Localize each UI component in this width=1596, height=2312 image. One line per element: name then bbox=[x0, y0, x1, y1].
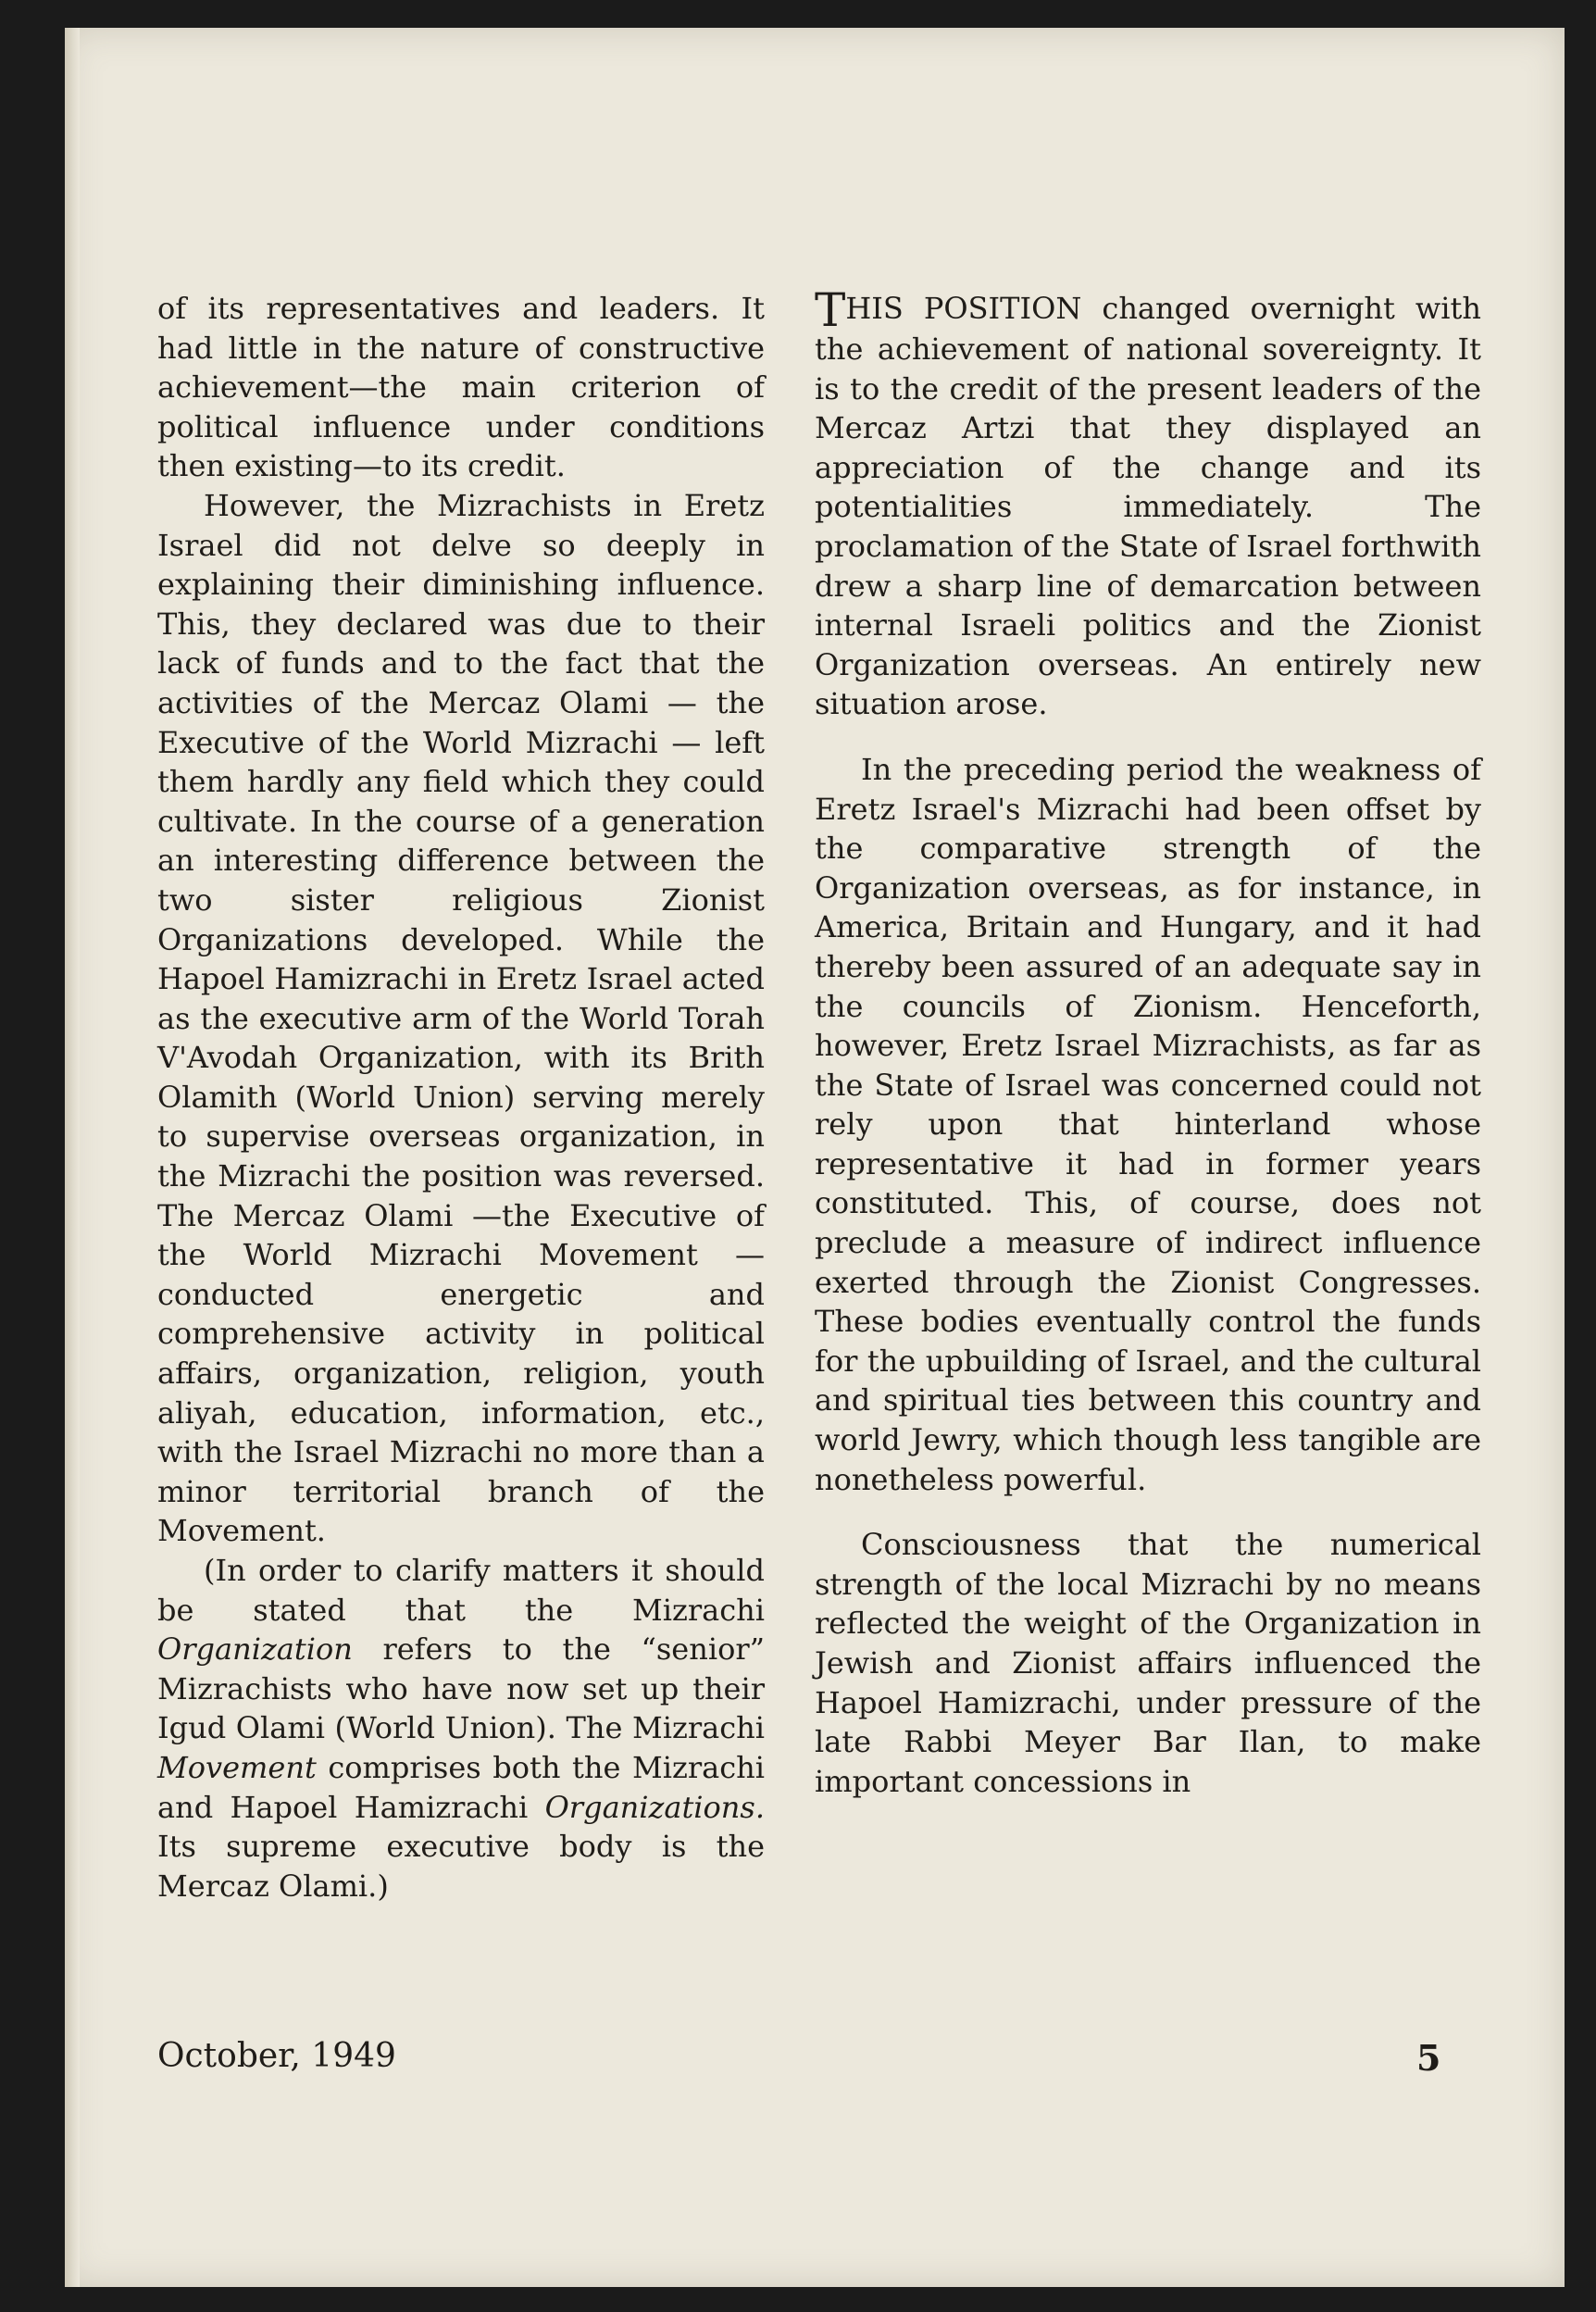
left-paragraph-3 bbox=[157, 1551, 765, 1906]
right-paragraph-1-text: HIS POSITION changed overnight with the achievement of national sovereignty. It is to the credit of the present leaders of the Mercaz Artzi that they displayed an appreciation of the change and its potentialities immediately. The proclamation of the State of Israel forthwith drew a sharp line of demarcation between internal Israeli politics and the Zionist Organization overseas. An entirely new situation arose. bbox=[815, 291, 1481, 722]
left-paragraph-3-text-3: comprises both the Mizrachi and Hapoel Hamizrachi bbox=[157, 1749, 765, 1825]
right-paragraph-3: Consciousness that the numerical strength of the local Mizrachi by no means reflected the weight of the Organization in Jewish and Zionist affairs influenced the Hapoel Hamizrachi, under pressure of the late Rabbi Meyer Bar Ilan, to make important concessions in bbox=[815, 1527, 1481, 1799]
left-paragraph-3-italic-organizations: Organizations. bbox=[544, 1789, 765, 1825]
left-paragraph-1: of its representatives and leaders. It had little in the nature of constructive achievement—the main criterion of political influence under conditions then existing—to its credit. bbox=[157, 291, 765, 484]
left-paragraph-3-italic-organization: Organization bbox=[157, 1631, 353, 1668]
left-text-column bbox=[157, 289, 765, 1906]
page-fold-shadow bbox=[65, 28, 80, 2287]
issue-date: October, 1949 bbox=[157, 2037, 396, 2075]
right-text-column bbox=[815, 283, 1481, 1801]
left-paragraph-2: However, the Mizrachists in Eretz Israel did not delve so deeply in explaining their diminishing influence. This, they declared was due to their lack of funds and to the fact that the activities of the Mercaz Olami — the Executive of the World Mizrachi — left them hardly any field which they could cultivate. In the course of a generation an interesting difference between the two sister religious Zionist Organizations developed. While the Hapoel Hamizrachi in Eretz Israel acted as the executive arm of the World Torah V'Avodah Organization, with its Brith Olamith (World Union) serving merely to supervise overseas organization, in the Mizrachi the position was reversed. The Mercaz Olami —the Executive of the World Mizrachi Movement — conducted energetic and comprehensive activity in political affairs, organization, religion, youth aliyah, education, information, etc., with the Israel Mizrachi no more than a minor territorial branch of the Movement. bbox=[157, 487, 765, 1549]
drop-cap-letter: T bbox=[815, 283, 846, 337]
page-number: 5 bbox=[1416, 2037, 1441, 2079]
right-paragraph-2: In the preceding period the weakness of Eretz Israel's Mizrachi had been offset by the comparative strength of the Organization overseas, as for instance, in America, Britain and Hungary, and it had thereby been assured of an adequate say in the councils of Zionism. Henceforth, however, Eretz Israel Mizrachists, as far as the State of Israel was concerned could not rely upon that hinterland whose representative it had in former years constituted. This, of course, does not preclude a measure of indirect influence exerted through the Zionist Congresses. These bodies eventually control the funds for the upbuilding of Israel, and the cultural and spiritual ties between this country and world Jewry, which though less tangible are nonetheless powerful. bbox=[815, 751, 1481, 1497]
right-paragraph-1 bbox=[815, 283, 1481, 724]
left-paragraph-3-text-4: Its supreme executive body is the Mercaz Olami.) bbox=[157, 1829, 765, 1904]
document-page bbox=[65, 28, 1565, 2287]
left-paragraph-3-italic-movement: Movement bbox=[157, 1749, 317, 1785]
left-paragraph-3-text-1: (In order to clarify matters it should be stated that the Mizrachi bbox=[157, 1553, 765, 1628]
left-paragraph-3-text-2: refers to the “senior” Mizrachists who have now set up their Igud Olami (World Union). The Mizrachi bbox=[157, 1631, 765, 1746]
